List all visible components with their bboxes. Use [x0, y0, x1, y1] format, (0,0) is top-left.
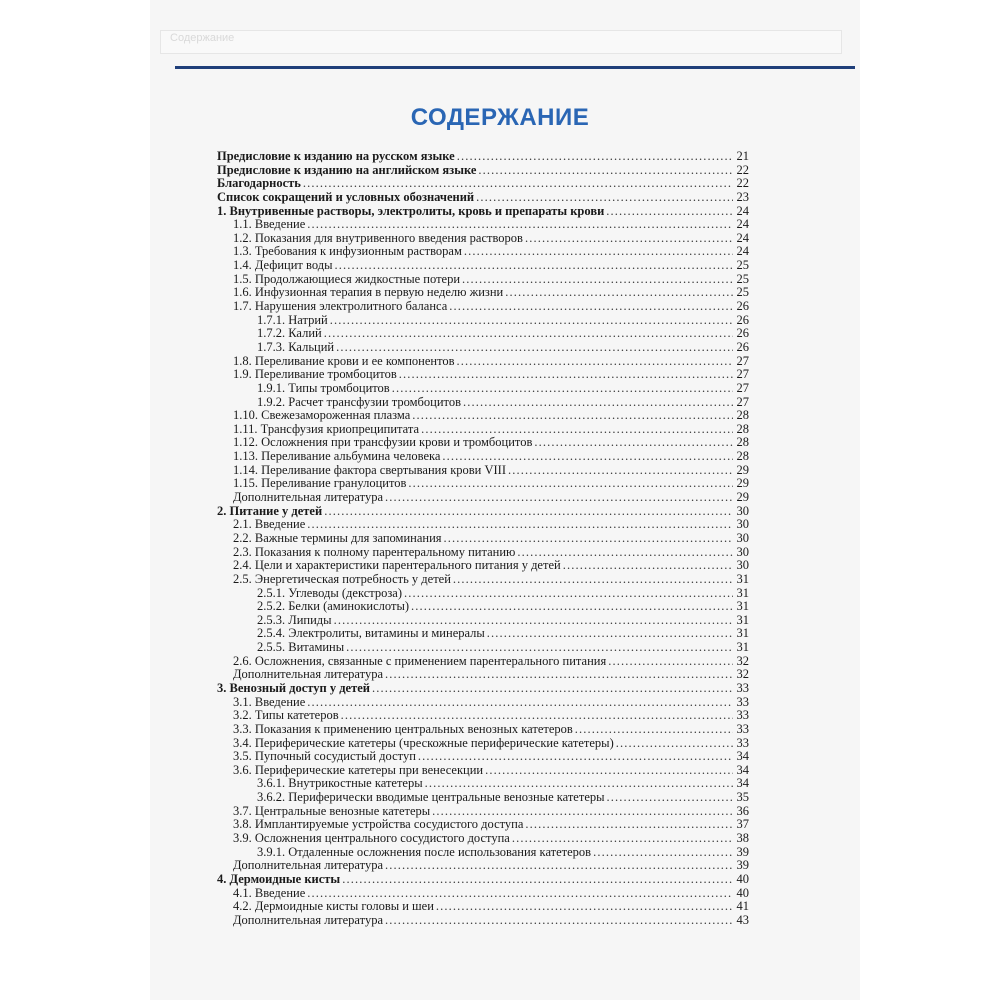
toc-entry-label: 1.9.1. Типы тромбоцитов: [257, 380, 390, 395]
dot-leader: [462, 273, 733, 287]
toc-entry-label: Дополнительная литература: [233, 667, 383, 682]
dot-leader: [606, 205, 733, 219]
dot-leader: [342, 873, 733, 887]
toc-entry: [217, 818, 749, 832]
dot-leader: [324, 505, 733, 519]
toc-entry: [217, 205, 749, 219]
toc-entry: [217, 477, 749, 491]
toc-entry-label: 3.5. Пупочный сосудистый доступ: [233, 749, 416, 764]
toc-entry-page-number: 27: [736, 394, 749, 409]
toc-entry-page-number: 22: [736, 162, 749, 177]
toc-entry-label: 1.1. Введение: [233, 217, 306, 232]
dot-leader: [485, 764, 733, 778]
toc-entry-label: 2.2. Важные термины для запоминания: [233, 530, 442, 545]
toc-entry-label: 1.7.2. Калий: [257, 326, 322, 341]
toc-entry-label: Дополнительная литература: [233, 858, 383, 873]
toc-entry: [217, 682, 749, 696]
dot-leader: [404, 587, 733, 601]
toc-entry: [217, 314, 749, 328]
toc-entry-label: 2.5.5. Витамины: [257, 640, 345, 655]
toc-entry-label: 2.5.3. Липиды: [257, 612, 332, 627]
toc-entry: [217, 423, 749, 437]
dot-leader: [593, 846, 733, 860]
dot-leader: [346, 641, 733, 655]
dot-leader: [534, 436, 733, 450]
toc-entry-label: 1.6. Инфузионная терапия в первую неделю жизни: [233, 285, 504, 300]
toc-entry-page-number: 24: [736, 203, 749, 218]
toc-entry-page-number: 39: [736, 858, 749, 873]
toc-entry-label: 3.6.1. Внутрикостные катетеры: [257, 776, 423, 791]
toc-entry-page-number: 36: [736, 803, 749, 818]
toc-entry-page-number: 25: [736, 258, 749, 273]
toc-entry-label: 3.2. Типы катетеров: [233, 708, 339, 723]
dot-leader: [444, 532, 733, 546]
dot-leader: [421, 423, 733, 437]
toc-entry-page-number: 21: [736, 149, 749, 163]
toc-entry: [217, 587, 749, 601]
toc-entry: [217, 805, 749, 819]
toc-entry-label: 3.4. Периферические катетеры (чрескожные периферические катетеры): [233, 735, 614, 750]
dot-leader: [457, 150, 733, 164]
toc-entry-page-number: 39: [736, 844, 749, 859]
dot-leader: [385, 668, 733, 682]
dot-leader: [303, 177, 733, 191]
toc-entry-page-number: 38: [736, 831, 749, 846]
toc-entry-label: 1.7.3. Кальций: [257, 339, 335, 354]
toc-entry-page-number: 31: [736, 571, 749, 586]
toc-entry-page-number: 33: [736, 708, 749, 723]
toc-entry: [217, 177, 749, 191]
toc-entry: [217, 723, 749, 737]
dot-leader: [307, 696, 733, 710]
toc-entry-page-number: 26: [736, 299, 749, 314]
dot-leader: [512, 832, 733, 846]
toc-entry-page-number: 26: [736, 339, 749, 354]
toc-entry-label: 3. Венозный доступ у детей: [217, 680, 370, 695]
toc-entry-label: 1.4. Дефицит воды: [233, 258, 333, 273]
toc-entry-page-number: 32: [736, 667, 749, 682]
toc-entry-page-number: 40: [736, 871, 749, 886]
dot-leader: [616, 737, 733, 751]
dot-leader: [307, 887, 733, 901]
header-rule: [175, 66, 855, 69]
toc-entry-label: Дополнительная литература: [233, 490, 383, 505]
dot-leader: [457, 355, 733, 369]
toc-entry: [217, 846, 749, 860]
toc-entry: [217, 518, 749, 532]
toc-entry: [217, 532, 749, 546]
toc-entry-label: 1. Внутривенные растворы, электролиты, кровь и препараты крови: [217, 203, 605, 218]
toc-entry-label: 2.5.2. Белки (аминокислоты): [257, 599, 410, 614]
toc-entry: [217, 696, 749, 710]
toc-entry-page-number: 35: [736, 790, 749, 805]
toc-entry-page-number: 31: [736, 640, 749, 655]
dot-leader: [575, 723, 733, 737]
toc-entry-page-number: 26: [736, 326, 749, 341]
toc-entry-page-number: 33: [736, 680, 749, 695]
toc-entry: [217, 505, 749, 519]
toc-entry-page-number: 32: [736, 653, 749, 668]
dot-leader: [408, 477, 733, 491]
toc-entry-page-number: 24: [736, 217, 749, 232]
dot-leader: [412, 409, 733, 423]
dot-leader: [464, 245, 733, 259]
toc-entry-page-number: 26: [736, 312, 749, 327]
toc-entry-page-number: 34: [736, 749, 749, 764]
dot-leader: [341, 709, 733, 723]
toc-entry: [217, 709, 749, 723]
toc-entry-page-number: 25: [736, 285, 749, 300]
toc-entry: [217, 259, 749, 273]
toc-entry: [217, 286, 749, 300]
dot-leader: [563, 559, 733, 573]
dot-leader: [508, 464, 733, 478]
toc-entry: [217, 218, 749, 232]
toc-entry-label: 3.9. Осложнения центрального сосудистого доступа: [233, 831, 510, 846]
toc-entry-label: 3.6.2. Периферически вводимые центральные венозные катетеры: [257, 790, 605, 805]
toc-entry-label: 2. Питание у детей: [217, 503, 323, 518]
toc-entry: [217, 409, 749, 423]
dot-leader: [411, 600, 733, 614]
toc-entry-page-number: 33: [736, 721, 749, 736]
running-header-text: Содержание: [170, 32, 235, 44]
toc-entry-page-number: 40: [736, 885, 749, 900]
toc-entry-label: 1.5. Продолжающиеся жидкостные потери: [233, 271, 461, 286]
toc-entry: [217, 559, 749, 573]
dot-leader: [432, 805, 733, 819]
toc-entry-page-number: 34: [736, 776, 749, 791]
toc-entry-label: 3.8. Имплантируемые устройства сосудистого доступа: [233, 817, 524, 832]
toc-entry-page-number: 29: [736, 476, 749, 491]
toc-entry-label: 1.9. Переливание тромбоцитов: [233, 367, 397, 382]
toc-entry-page-number: 27: [736, 367, 749, 382]
toc-entry-label: 3.7. Центральные венозные катетеры: [233, 803, 431, 818]
dot-leader: [425, 777, 733, 791]
toc-entry: [217, 273, 749, 287]
toc-entry-label: 4. Дермоидные кисты: [217, 871, 341, 886]
toc-entry: [217, 491, 749, 505]
toc-entry-page-number: 33: [736, 735, 749, 750]
toc-entry: [217, 436, 749, 450]
dot-leader: [385, 914, 733, 928]
toc-entry: [217, 341, 749, 355]
dot-leader: [505, 286, 733, 300]
page-title: СОДЕРЖАНИЕ: [410, 104, 590, 131]
toc-entry-page-number: 31: [736, 585, 749, 600]
toc-entry: [217, 300, 749, 314]
toc-entry-page-number: 30: [736, 530, 749, 545]
toc-entry-label: 1.15. Переливание гранулоцитов: [233, 476, 407, 491]
toc-entry: [217, 737, 749, 751]
dot-leader: [385, 491, 733, 505]
dot-leader: [449, 300, 733, 314]
toc-entry: [217, 641, 749, 655]
dot-leader: [324, 327, 733, 341]
toc-entry-page-number: 31: [736, 599, 749, 614]
dot-leader: [476, 191, 733, 205]
toc-entry-page-number: 41: [736, 899, 749, 914]
running-header: [160, 30, 842, 54]
toc-entry-page-number: 24: [736, 230, 749, 245]
dot-leader: [334, 614, 733, 628]
toc-entry-page-number: 30: [736, 558, 749, 573]
dot-leader: [453, 573, 733, 587]
toc-entry: [217, 777, 749, 791]
toc-entry-page-number: 28: [736, 408, 749, 423]
toc-entry-label: 1.13. Переливание альбумина человека: [233, 449, 441, 464]
toc-entry-label: 2.6. Осложнения, связанные с применением парентерального питания: [233, 653, 607, 668]
dot-leader: [436, 900, 733, 914]
toc-entry: [217, 245, 749, 259]
toc-entry-page-number: 31: [736, 626, 749, 641]
toc-entry: [217, 546, 749, 560]
toc-entry: [217, 832, 749, 846]
dot-leader: [334, 259, 733, 273]
toc-entry-label: 2.5. Энергетическая потребность у детей: [233, 571, 451, 586]
toc-entry-label: 1.7.1. Натрий: [257, 312, 328, 327]
toc-entry-label: 1.11. Трансфузия криопреципитата: [233, 421, 420, 436]
toc-entry-label: 3.6. Периферические катетеры при венесекции: [233, 762, 484, 777]
toc-entry-page-number: 23: [736, 189, 749, 204]
toc-entry: [217, 150, 749, 164]
dot-leader: [442, 450, 733, 464]
toc-entry-label: 1.9.2. Расчет трансфузии тромбоцитов: [257, 394, 461, 409]
dot-leader: [517, 546, 733, 560]
toc-entry-page-number: 29: [736, 490, 749, 505]
toc-entry-page-number: 43: [736, 912, 749, 927]
toc-entry: [217, 396, 749, 410]
toc-entry-page-number: 25: [736, 271, 749, 286]
toc-entry-page-number: 31: [736, 612, 749, 627]
toc-entry-page-number: 28: [736, 435, 749, 450]
toc-entry-label: 4.1. Введение: [233, 885, 306, 900]
toc-entry-page-number: 27: [736, 380, 749, 395]
toc-entry-label: Предисловие к изданию на русском языке: [217, 149, 455, 163]
toc-entry-label: 2.3. Показания к полному парентеральному питанию: [233, 544, 516, 559]
toc-entry-page-number: 30: [736, 503, 749, 518]
toc-entry: [217, 887, 749, 901]
toc-entry-label: 2.4. Цели и характеристики парентерального питания у детей: [233, 558, 561, 573]
toc-entry: [217, 327, 749, 341]
dot-leader: [372, 682, 733, 696]
toc-entry-label: 2.1. Введение: [233, 517, 306, 532]
toc-entry-label: 1.2. Показания для внутривенного введения растворов: [233, 230, 523, 245]
toc-entry: [217, 859, 749, 873]
toc-entry: [217, 232, 749, 246]
toc-entry: [217, 914, 749, 928]
toc-entry-label: 3.9.1. Отдаленные осложнения после использования катетеров: [257, 844, 592, 859]
toc-entry-label: 4.2. Дермоидные кисты головы и шеи: [233, 899, 434, 914]
toc-entry-label: 3.3. Показания к применению центральных венозных катетеров: [233, 721, 573, 736]
toc-entry: [217, 750, 749, 764]
toc-entry-page-number: 30: [736, 517, 749, 532]
dot-leader: [487, 627, 733, 641]
toc-entry-page-number: 29: [736, 462, 749, 477]
toc-entry: [217, 627, 749, 641]
toc-entry-page-number: 33: [736, 694, 749, 709]
toc-entry: [217, 614, 749, 628]
dot-leader: [392, 382, 733, 396]
toc-entry-page-number: 24: [736, 244, 749, 259]
toc-entry: [217, 450, 749, 464]
toc-entry: [217, 164, 749, 178]
dot-leader: [607, 791, 733, 805]
dot-leader: [399, 368, 733, 382]
toc-entry: [217, 764, 749, 778]
toc-entry-label: Предисловие к изданию на английском языке: [217, 162, 477, 177]
dot-leader: [525, 818, 733, 832]
dot-leader: [307, 518, 733, 532]
dot-leader: [330, 314, 733, 328]
toc-entry-label: Благодарность: [217, 176, 301, 191]
dot-leader: [307, 218, 733, 232]
toc-entry-label: 1.12. Осложнения при трансфузии крови и тромбоцитов: [233, 435, 533, 450]
toc-entry-page-number: 30: [736, 544, 749, 559]
toc-entry: [217, 464, 749, 478]
dot-leader: [463, 396, 733, 410]
toc-entry: [217, 368, 749, 382]
toc-entry-label: 1.7. Нарушения электролитного баланса: [233, 299, 448, 314]
dot-leader: [418, 750, 733, 764]
toc-entry-label: 3.1. Введение: [233, 694, 306, 709]
toc-entry-label: 1.10. Свежезамороженная плазма: [233, 408, 411, 423]
toc-entry-label: Список сокращений и условных обозначений: [217, 189, 475, 204]
toc-entry-label: 2.5.1. Углеводы (декстроза): [257, 585, 403, 600]
dot-leader: [385, 859, 733, 873]
toc-entry-page-number: 22: [736, 176, 749, 191]
toc-entry: [217, 573, 749, 587]
toc-entry-label: Дополнительная литература: [233, 912, 383, 927]
dot-leader: [478, 164, 733, 178]
toc-entry-label: 2.5.4. Электролиты, витамины и минералы: [257, 626, 485, 641]
toc-entry: [217, 900, 749, 914]
toc-entry-page-number: 34: [736, 762, 749, 777]
toc-entry-label: 1.8. Переливание крови и ее компонентов: [233, 353, 455, 368]
dot-leader: [608, 655, 733, 669]
toc-entry-label: 1.3. Требования к инфузионным растворам: [233, 244, 462, 259]
toc-entry: [217, 355, 749, 369]
dot-leader: [336, 341, 733, 355]
toc-entry: [217, 873, 749, 887]
toc-entry-page-number: 27: [736, 353, 749, 368]
toc-entry-label: 1.14. Переливание фактора свертывания крови VIII: [233, 462, 507, 477]
toc-entry: [217, 600, 749, 614]
table-of-contents: [217, 150, 749, 928]
toc-entry: [217, 382, 749, 396]
toc-entry: [217, 655, 749, 669]
dot-leader: [525, 232, 733, 246]
toc-entry-page-number: 37: [736, 817, 749, 832]
toc-entry: [217, 791, 749, 805]
toc-entry: [217, 191, 749, 205]
toc-entry-page-number: 28: [736, 449, 749, 464]
toc-entry-page-number: 28: [736, 421, 749, 436]
toc-entry: [217, 668, 749, 682]
